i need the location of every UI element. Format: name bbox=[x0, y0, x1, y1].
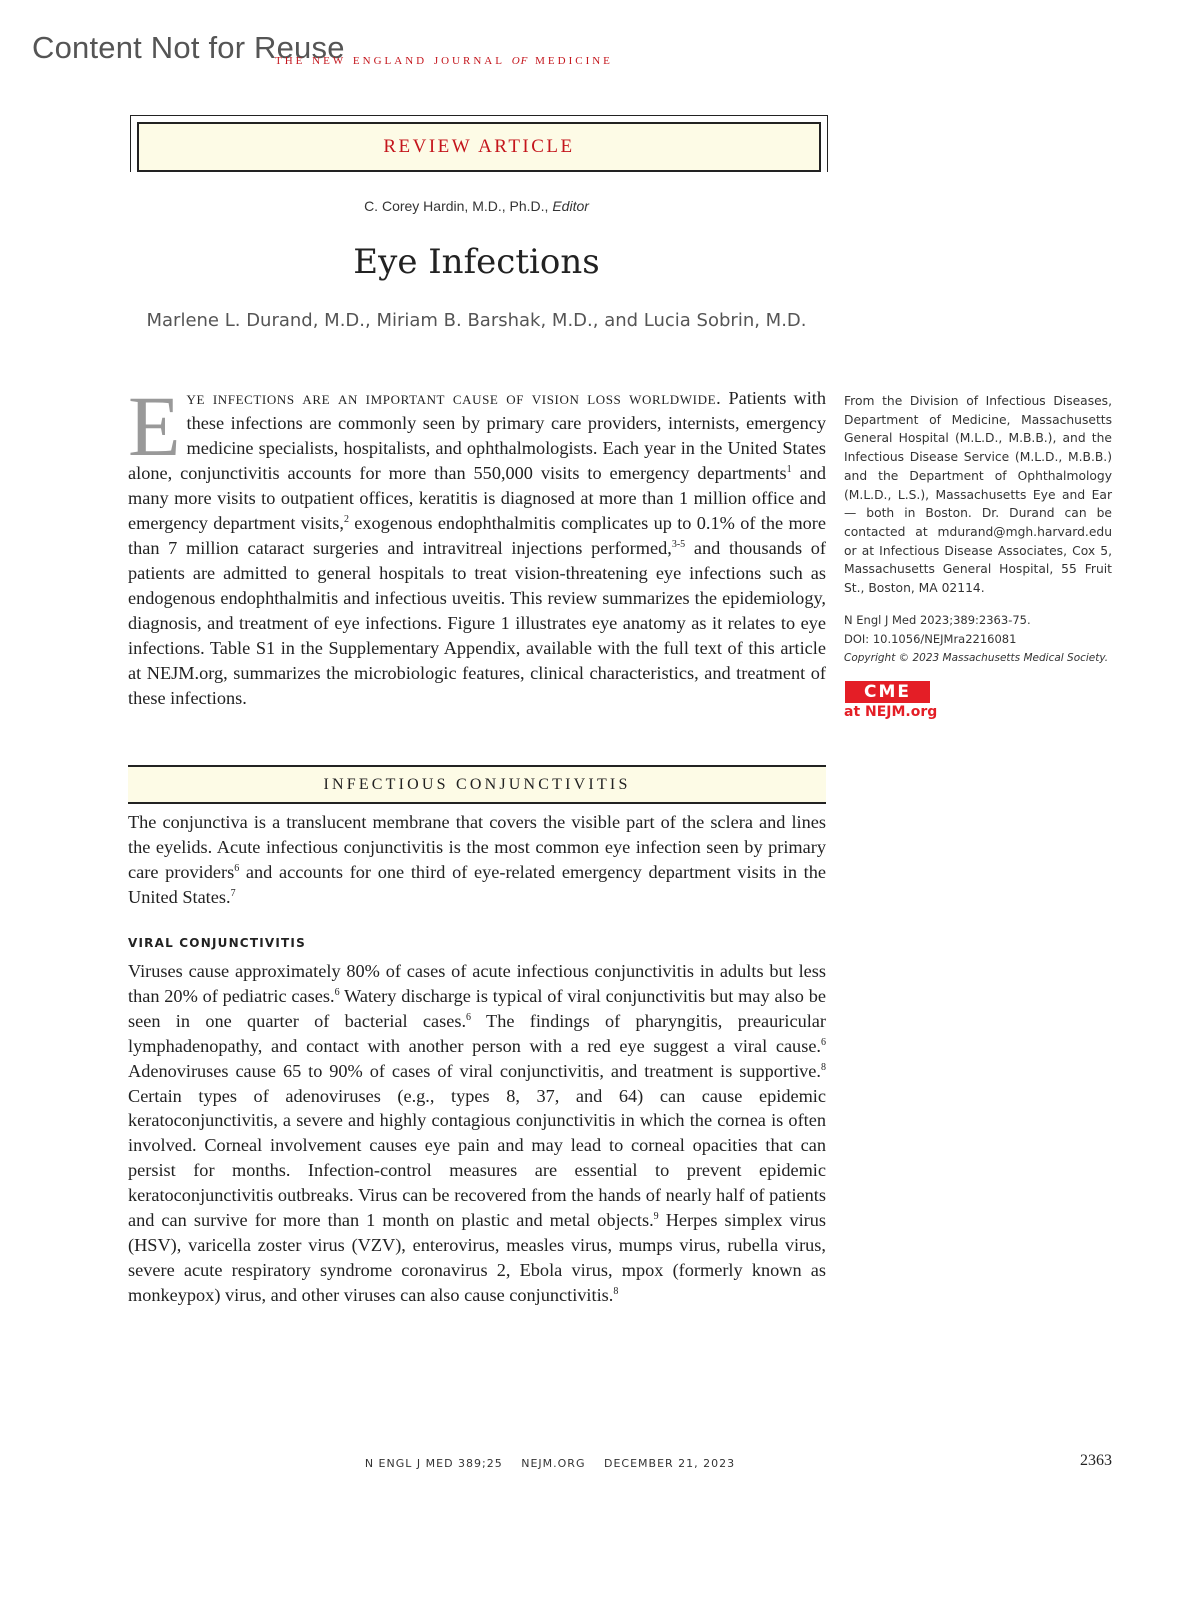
footer-journal: N ENGL J MED 389;25 bbox=[364, 1457, 503, 1470]
reference-marker: 6 bbox=[234, 862, 240, 874]
body-text: Watery discharge is typical of viral conjunctivitis but may also be seen in one quarter of bacterial cases. bbox=[128, 985, 826, 1031]
editor-credit bbox=[0, 198, 953, 214]
body-text: Certain types of adenoviruses (e.g., types 8, 37, and 64) can cause epidemic keratoconjunctivitis, a severe and highly contagious conjunctivitis in which the cornea is often involved. Corneal involvement causes eye pain and may lead to corneal opacities that can persist for months. Infection-control measures are essential to prevent epidemic keratoconjunctivitis outbreaks. Virus can be recovered from the hands of nearly half of patients and can survive for more than 1 month on plastic and metal objects. bbox=[128, 1085, 826, 1231]
reference-marker: 6 bbox=[334, 986, 340, 998]
doi-line: DOI: 10.1056/NEJMra2216081 bbox=[844, 632, 1017, 646]
masthead-text-post: medicine bbox=[535, 52, 613, 68]
journal-masthead bbox=[275, 52, 613, 69]
author-affiliation: From the Division of Infectious Diseases, Department of Medicine, Massachusetts General Hospital (M.L.D., M.B.B.), and the Infectious Disease Service (M.L.D., M.B.B.) and the Department of Ophthalmology (M.L.D., L.S.), Massachusetts Eye and Ear — both in Boston. Dr. Durand can be contacted at mdurand@mgh.harvard.edu or at Infectious Disease Associates, Cox 5, Massachusetts General Hospital, 55 Fruit St., Boston, MA 02114. bbox=[844, 394, 1112, 596]
reference-marker: 9 bbox=[653, 1210, 659, 1222]
section-heading: INFECTIOUS CONJUNCTIVITIS bbox=[323, 775, 631, 793]
drop-cap: E bbox=[128, 378, 181, 474]
footer-site: NEJM.ORG bbox=[521, 1457, 586, 1470]
reference-marker: 2 bbox=[343, 513, 349, 525]
copyright-line: Copyright © 2023 Massachusetts Medical Society. bbox=[844, 652, 1109, 664]
body-text: Viruses cause approximately 80% of cases of acute infectious conjunctivitis in adults but less than 20% of pediatric cases. bbox=[128, 961, 826, 1006]
page-number: 2363 bbox=[1080, 1452, 1112, 1469]
editor-name: C. Corey Hardin, M.D., Ph.D., bbox=[364, 198, 553, 214]
section-heading-band bbox=[128, 765, 826, 804]
cme-link[interactable]: at NEJM.org bbox=[844, 704, 938, 720]
footer-date: DECEMBER 21, 2023 bbox=[603, 1457, 736, 1470]
masthead-text-pre: the new england journal bbox=[275, 52, 505, 68]
reference-marker: 8 bbox=[821, 1061, 826, 1073]
lead-paragraph bbox=[128, 378, 827, 711]
article-title: Eye Infections bbox=[353, 242, 600, 282]
article-type-label: REVIEW ARTICLE bbox=[383, 136, 575, 157]
citation-block bbox=[844, 611, 1112, 668]
page-footer bbox=[0, 1457, 1100, 1470]
editor-role: Editor bbox=[552, 198, 589, 214]
reference-marker: 1 bbox=[786, 463, 792, 475]
body-text: The findings of pharyngitis, preauricular lymphadenopathy, and contact with another person with a red eye suggest a viral cause. bbox=[128, 1010, 826, 1056]
body-text: and accounts for one third of eye-related emergency department visits in the United States. bbox=[128, 862, 826, 907]
watermark: Content Not for Reuse bbox=[32, 30, 345, 65]
body-text: Herpes simplex virus (HSV), varicella zoster virus (VZV), enterovirus, measles virus, mumps virus, rubella virus, severe acute respiratory syndrome coronavirus 2, Ebola virus, mpox (formerly known as monkeypox) virus, and other viruses can also cause conjunctivitis. bbox=[128, 1210, 827, 1305]
masthead-text-of: of bbox=[511, 52, 529, 68]
reference-marker: 6 bbox=[466, 1011, 472, 1023]
reference-marker: 7 bbox=[230, 887, 236, 899]
lead-small-caps: ye infections are an important cause of vision loss worldwide. bbox=[186, 388, 722, 408]
reference-marker: 3-5 bbox=[671, 538, 686, 550]
lead-text: exogenous endophthalmitis complicates up to 0.1% of the more than 7 million cataract surgeries and intravitreal injections performed, bbox=[128, 513, 827, 558]
author-list: Marlene L. Durand, M.D., Miriam B. Barshak, M.D., and Lucia Sobrin, M.D. bbox=[146, 310, 807, 331]
subsection-heading: VIRAL CONJUNCTIVITIS bbox=[128, 936, 306, 950]
article-type-banner bbox=[130, 115, 828, 172]
body-paragraph bbox=[128, 810, 826, 910]
article-type-frame bbox=[137, 122, 821, 172]
lead-text: and many more visits to outpatient offices, keratitis is diagnosed at more than 1 million office and emergency department visits, bbox=[128, 463, 826, 533]
body-text: Adenoviruses cause 65 to 90% of cases of viral conjunctivitis, and treatment is supportive. bbox=[128, 1060, 821, 1081]
reference-marker: 8 bbox=[613, 1285, 619, 1297]
lead-text: Patients with these infections are commonly seen by primary care providers, internists, emergency medicine specialists, hospitalists, and ophthalmologists. Each year in the United States alone, conjunctivitis accounts for more than 550,000 visits to emergency departments bbox=[128, 388, 826, 483]
lead-text: and thousands of patients are admitted to general hospitals to treat vision-threatening eye infections such as endogenous endophthalmitis and infectious uveitis. This review summarizes the epidemiology, diagnosis, and treatment of eye infections. Figure 1 illustrates eye anatomy as it relates to eye infections. Table S1 in the Supplementary Appendix, available with the full text of this article at NEJM.org, summarizes the microbiologic features, clinical characteristics, and treatment of these infections. bbox=[128, 538, 826, 708]
body-paragraph bbox=[128, 959, 826, 1308]
reference-marker: 6 bbox=[821, 1036, 826, 1048]
citation-line: N Engl J Med 2023;389:2363-75. bbox=[844, 613, 1031, 627]
cme-badge[interactable]: CME bbox=[845, 681, 930, 703]
body-text: The conjunctiva is a translucent membrane that covers the visible part of the sclera and lines the eyelids. Acute infectious conjunctivitis is the most common eye infection seen by primary care providers bbox=[128, 812, 826, 882]
